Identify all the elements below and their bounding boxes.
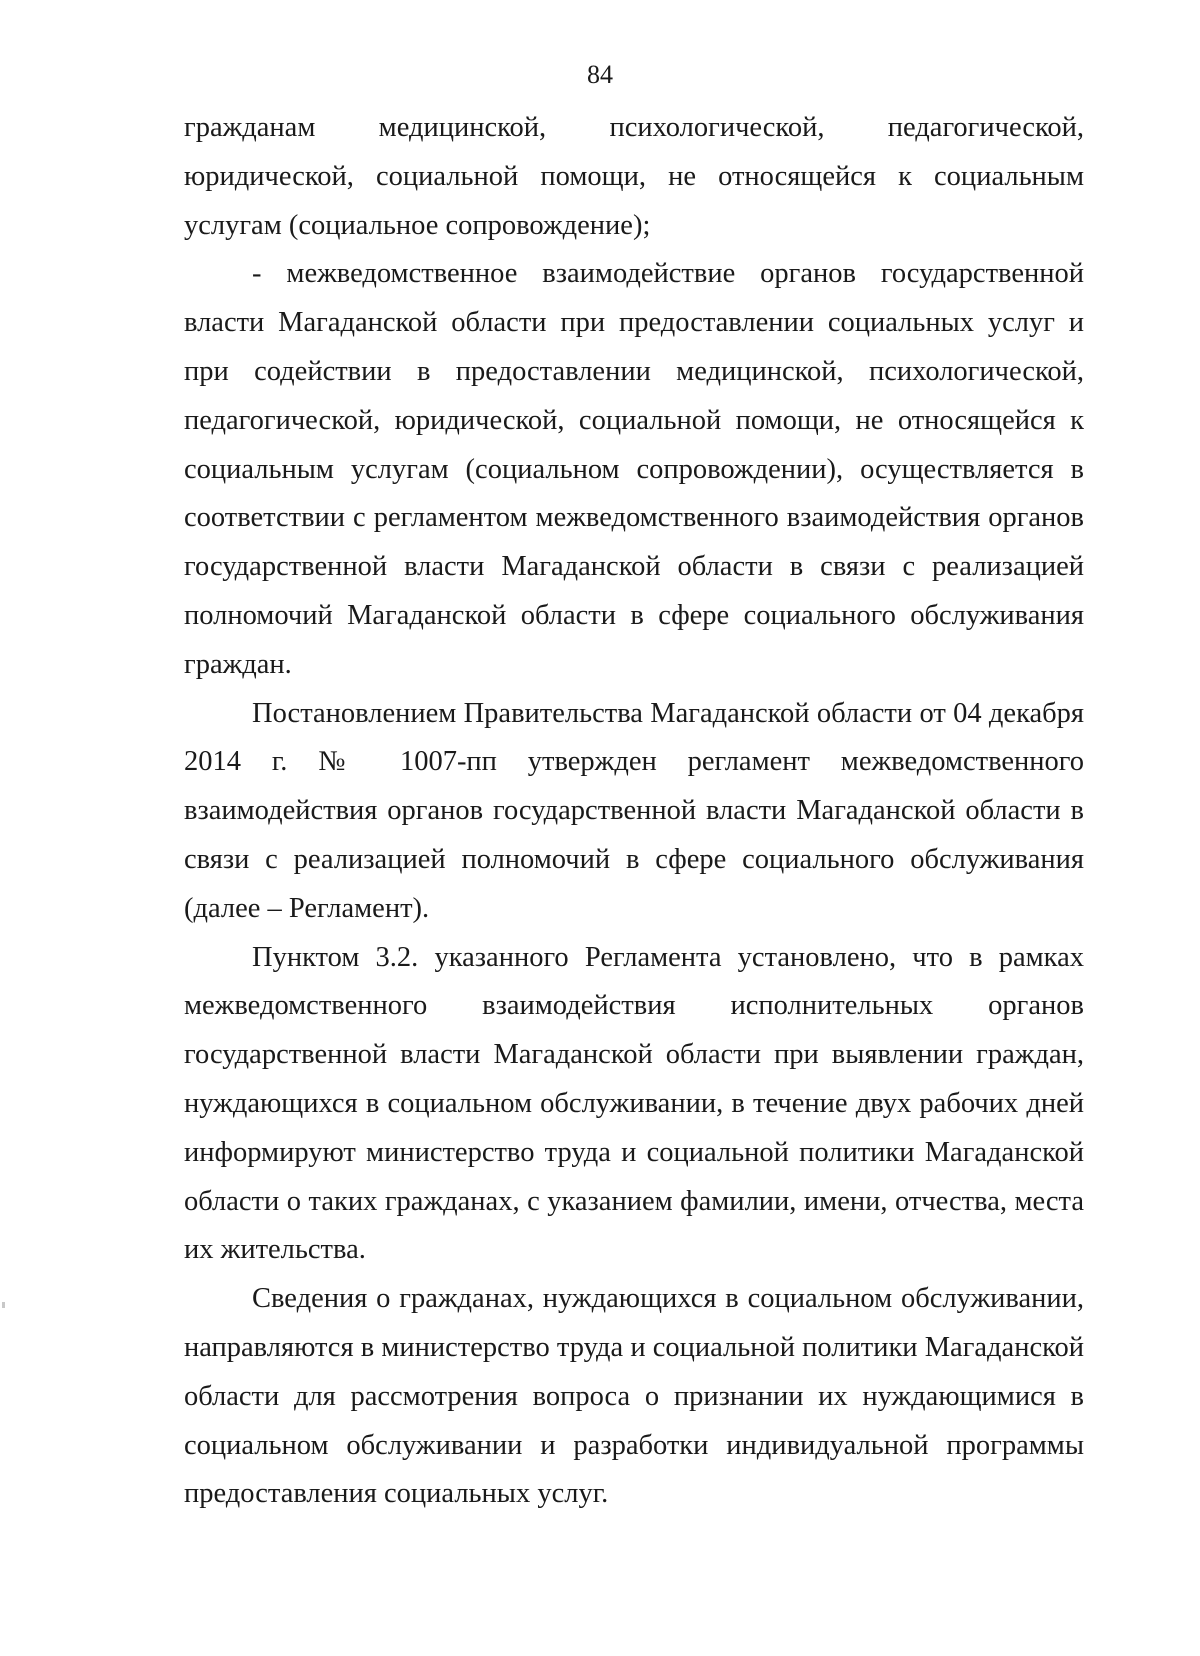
page-number: 84 <box>587 60 613 89</box>
paragraph-clause-3-2: Пунктом 3.2. указанного Регламента установлено, что в рамках межведомственного взаимодействия исполнительных органов государственной власти Магаданской области при выявлении граждан, нуждающихся в социальном обслуживании, в течение двух рабочих дней информируют министерство труда и социальной политики Магаданской области о таких гражданах, с указанием фамилии, имени, отчества, места их жительства. <box>184 941 1084 1266</box>
scan-artifact <box>2 1302 5 1308</box>
paragraph-continuation: гражданам медицинской, психологической, педагогической, юридической, социальной помощи, не относящейся к социальным услугам (социальное сопровождение); <box>184 112 1084 241</box>
document-body <box>184 104 1084 1519</box>
paragraph-citizen-information: Сведения о гражданах, нуждающихся в социальном обслуживании, направляются в министерство труда и социальной политики Магаданской области для рассмотрения вопроса о признании их нуждающимися в социальном обслуживании и разработки индивидуальной программы предоставления социальных услуг. <box>184 1283 1084 1510</box>
paragraph-interagency-cooperation: - межведомственное взаимодействие органов государственной власти Магаданской области при предоставлении социальных услуг и при содействии в предоставлении медицинской, психологической, педагогической, юридической, социальной помощи, не относящейся к социальным услугам (социальном сопровождении), осуществляется в соответствии с регламентом межведомственного взаимодействия органов государственной власти Магаданской области в связи с реализацией полномочий Магаданской области в сфере социального обслуживания граждан. <box>184 258 1084 680</box>
paragraph-government-resolution: Постановлением Правительства Магаданской области от 04 декабря 2014 г. № 1007-пп утвержден регламент межведомственного взаимодействия органов государственной власти Магаданской области в связи с реализацией полномочий в сфере социального обслуживания (далее – Регламент). <box>184 697 1084 924</box>
